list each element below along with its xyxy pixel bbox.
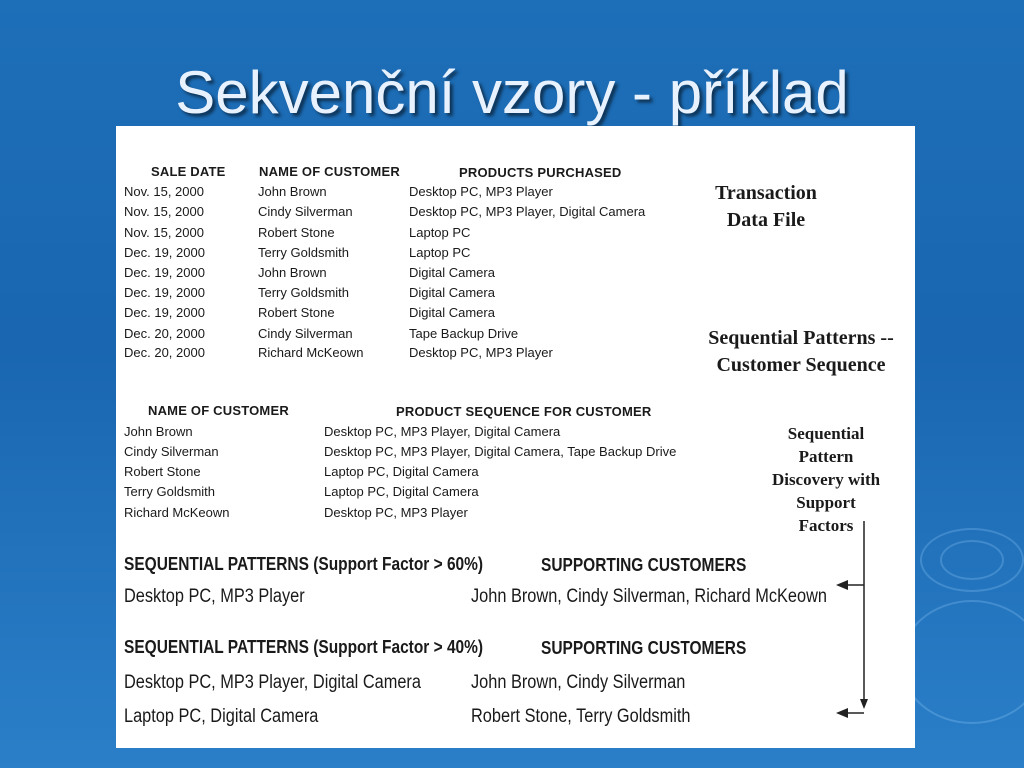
pattern60-customers-header: SUPPORTING CUSTOMERS <box>541 555 747 575</box>
pattern-cell: Desktop PC, MP3 Player <box>124 586 305 607</box>
supporting-customers-cell: John Brown, Cindy Silverman, Richard McKeown <box>471 586 827 607</box>
products-cell: Digital Camera <box>409 285 495 300</box>
sale-date-cell: Dec. 19, 2000 <box>124 245 205 260</box>
products-cell: Digital Camera <box>409 305 495 320</box>
pattern40-header: SEQUENTIAL PATTERNS (Support Factor > 40%) <box>124 637 484 657</box>
customer-cell: John Brown <box>124 424 193 439</box>
customer-cell: Terry Goldsmith <box>124 484 216 499</box>
sale-date-cell: Nov. 15, 2000 <box>124 204 204 219</box>
table-header-customer: NAME OF CUSTOMER <box>259 164 400 179</box>
sale-date-cell: Nov. 15, 2000 <box>124 184 204 199</box>
disc-label-line3: Discovery with <box>771 470 881 489</box>
water-ripple-decoration <box>900 600 1024 724</box>
table-row <box>116 586 915 618</box>
pattern-cell: Desktop PC, MP3 Player, Digital Camera <box>124 672 421 693</box>
disc-label-line1: Sequential <box>787 424 865 443</box>
scanned-document <box>116 126 915 748</box>
customer-cell: Cindy Silverman <box>124 444 219 459</box>
seq-label-line1: Sequential Patterns -- <box>708 327 894 349</box>
sequence-header-customer: NAME OF CUSTOMER <box>148 403 289 418</box>
table-row <box>116 305 915 325</box>
customer-cell: Terry Goldsmith <box>258 245 350 260</box>
table-header-sale-date: SALE DATE <box>151 164 226 179</box>
transaction-label-line2: Data File <box>726 209 806 231</box>
sale-date-cell: Dec. 19, 2000 <box>124 265 205 280</box>
sale-date-cell: Dec. 20, 2000 <box>124 326 205 341</box>
pattern-cell: Laptop PC, Digital Camera <box>124 706 319 727</box>
products-cell: Tape Backup Drive <box>409 326 519 341</box>
seq-label-line2: Customer Sequence <box>716 354 886 376</box>
sequence-cell: Laptop PC, Digital Camera <box>324 484 479 499</box>
pattern40-customers-header: SUPPORTING CUSTOMERS <box>541 638 747 658</box>
products-cell: Laptop PC <box>409 225 471 240</box>
pattern-discovery-label <box>756 422 896 537</box>
connector-arrows-icon <box>832 521 892 748</box>
sequence-header-products: PRODUCT SEQUENCE FOR CUSTOMER <box>396 404 652 419</box>
table-row <box>116 706 915 738</box>
sale-date-cell: Dec. 19, 2000 <box>124 285 205 300</box>
sale-date-cell: Dec. 19, 2000 <box>124 305 205 320</box>
table-row <box>116 285 915 305</box>
table-header-products: PRODUCTS PURCHASED <box>459 165 622 180</box>
products-cell: Desktop PC, MP3 Player <box>409 345 553 360</box>
customer-sequence-label <box>694 325 908 379</box>
supporting-customers-cell: Robert Stone, Terry Goldsmith <box>471 706 691 727</box>
pattern60-header: SEQUENTIAL PATTERNS (Support Factor > 60%) <box>124 554 484 574</box>
transaction-label-line1: Transaction <box>715 182 817 204</box>
products-cell: Digital Camera <box>409 265 495 280</box>
water-ripple-decoration <box>920 528 1024 592</box>
customer-cell: John Brown <box>258 184 327 199</box>
table-row <box>116 245 915 265</box>
customer-cell: Cindy Silverman <box>258 326 353 341</box>
customer-cell: John Brown <box>258 265 327 280</box>
customer-cell: Robert Stone <box>258 305 335 320</box>
supporting-customers-cell: John Brown, Cindy Silverman <box>471 672 686 693</box>
table-row <box>116 265 915 285</box>
disc-label-line4: Support <box>796 493 856 512</box>
table-row <box>116 672 915 704</box>
disc-label-line2: Pattern <box>798 447 854 466</box>
sale-date-cell: Nov. 15, 2000 <box>124 225 204 240</box>
customer-cell: Terry Goldsmith <box>258 285 350 300</box>
customer-cell: Robert Stone <box>258 225 335 240</box>
slide-title: Sekvenční vzory - příklad <box>175 59 849 126</box>
customer-cell: Cindy Silverman <box>258 204 353 219</box>
products-cell: Laptop PC <box>409 245 471 260</box>
sale-date-cell: Dec. 20, 2000 <box>124 345 205 360</box>
customer-cell: Robert Stone <box>124 464 201 479</box>
products-cell: Desktop PC, MP3 Player <box>409 184 553 199</box>
sequence-cell: Desktop PC, MP3 Player <box>324 505 468 520</box>
transaction-data-file-label <box>698 180 834 234</box>
sequence-cell: Laptop PC, Digital Camera <box>324 464 479 479</box>
sequence-cell: Desktop PC, MP3 Player, Digital Camera, Tape Backup Drive <box>324 444 677 459</box>
customer-cell: Richard McKeown <box>124 505 230 520</box>
customer-cell: Richard McKeown <box>258 345 364 360</box>
sequence-cell: Desktop PC, MP3 Player, Digital Camera <box>324 424 561 439</box>
products-cell: Desktop PC, MP3 Player, Digital Camera <box>409 204 646 219</box>
disc-label-line5: Factors <box>798 516 854 535</box>
